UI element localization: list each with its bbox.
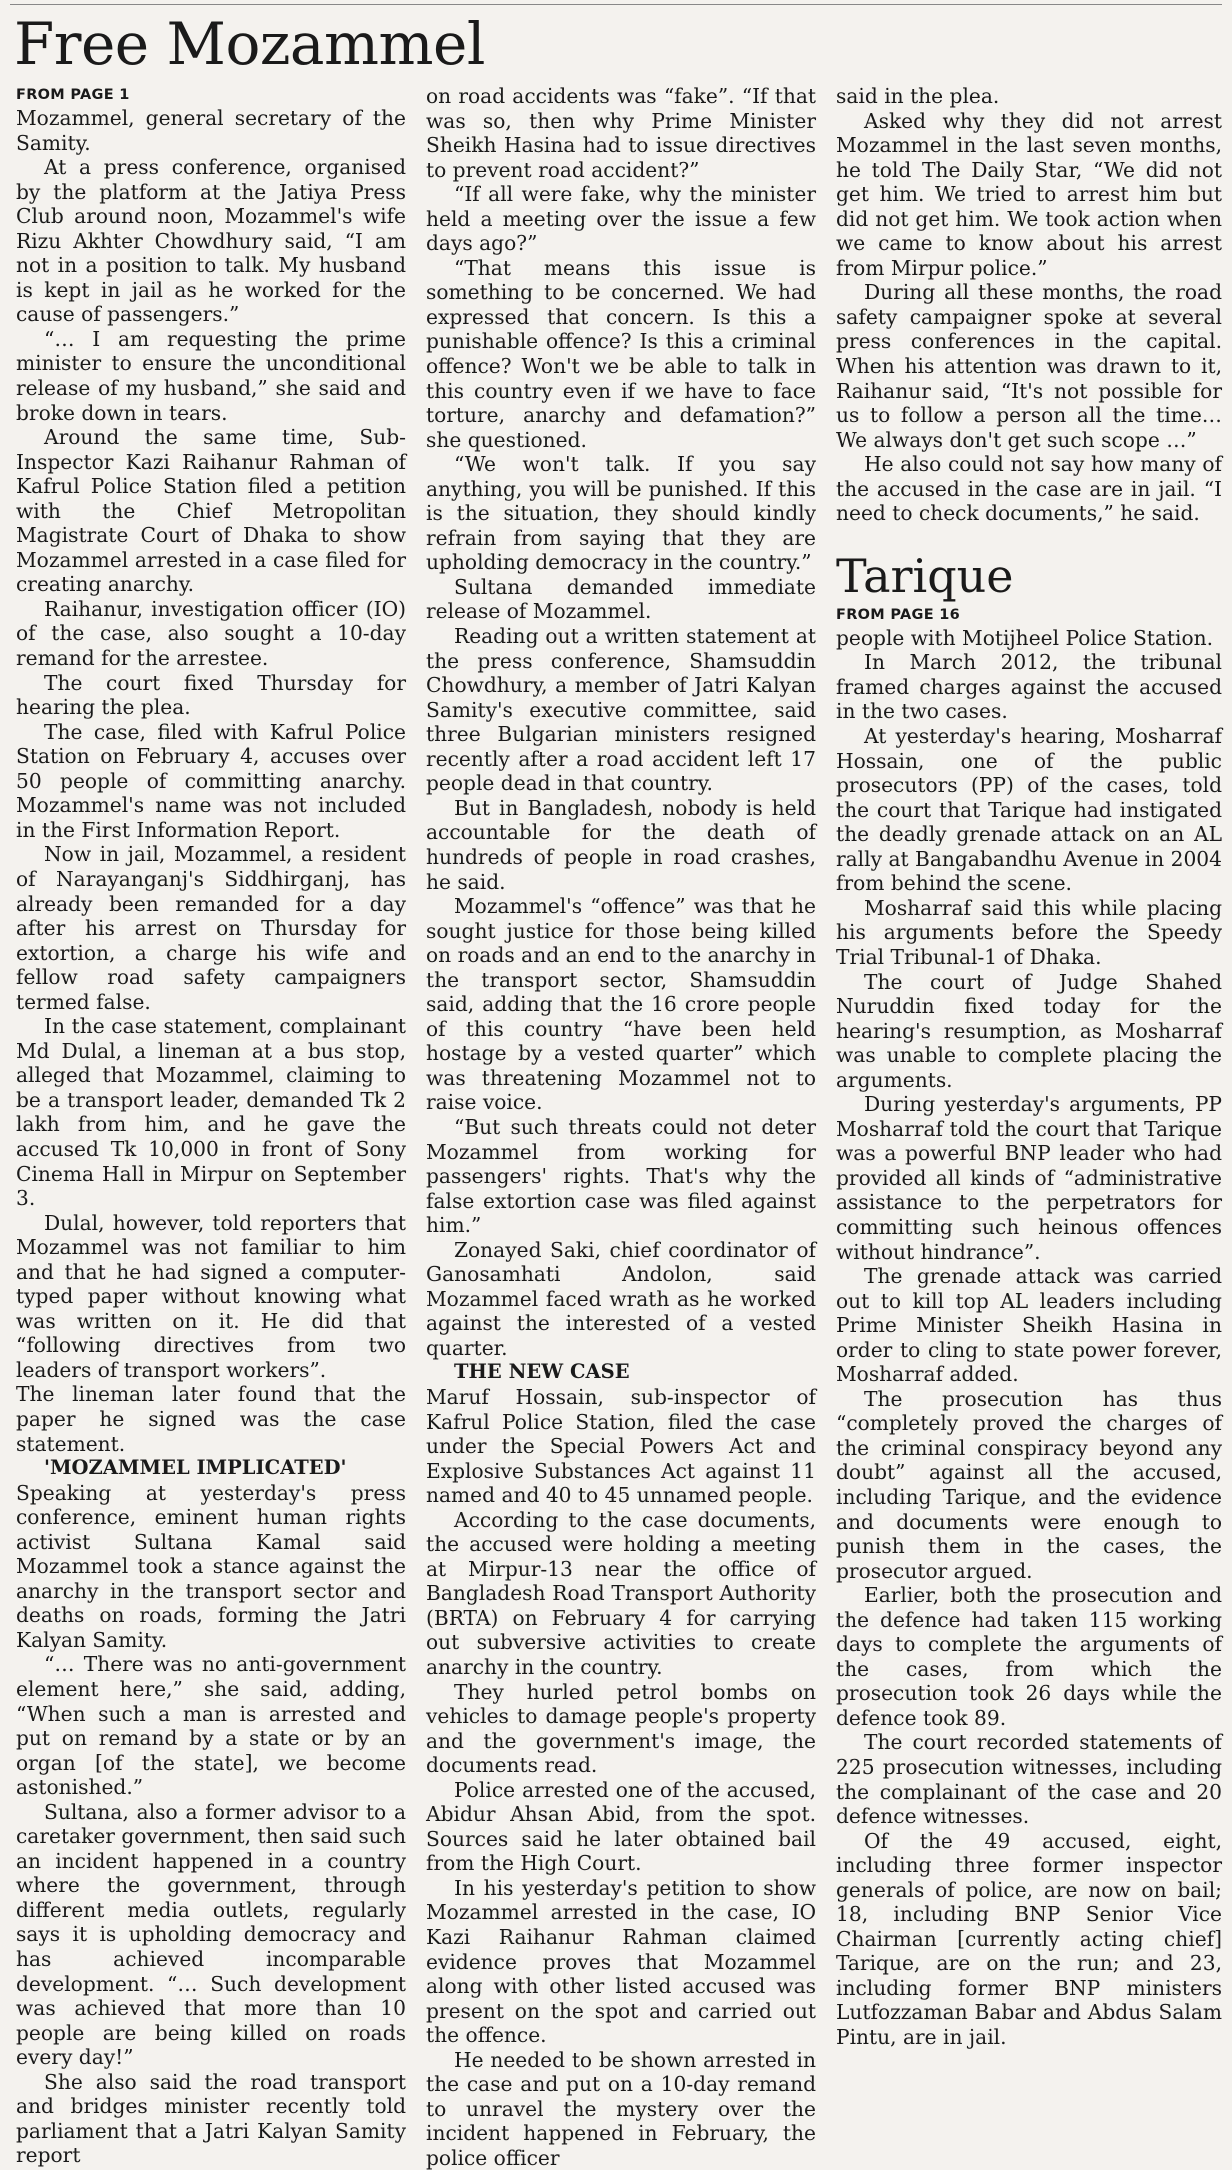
second-story — [836, 548, 1222, 2050]
jump-line: FROM PAGE 1 — [16, 87, 130, 103]
paragraph: Raihanur, investigation officer (IO) of the case, also sought a 10-day remand for the arrestee. — [16, 596, 406, 671]
story-headline: Free Mozammel — [14, 10, 485, 78]
paragraph: “That means this issue is something to be concerned. We had expressed that concern. Is this a punishable offence? Is this a criminal offence? Won't we be able to talk in this country even if we have to face torture, anarchy and defamation?” she questioned. — [426, 255, 816, 452]
paragraph: The grenade attack was carried out to kill top AL leaders including Prime Minister Sheikh Hasina in order to cling to state power forever, Mosharraf added. — [836, 1264, 1222, 1387]
second-story-body — [836, 626, 1222, 2050]
paragraph: The court recorded statements of 225 prosecution witnesses, including the complainant of the case and 20 defence witnesses. — [836, 1730, 1222, 1829]
paragraph: Dulal, however, told reporters that Mozammel was not familiar to him and that he had signed a computer-typed paper without knowing what was written on it. He did that “following directives from two leaders of transport workers”. — [16, 1210, 406, 1382]
paragraph: He also could not say how many of the accused in the case are in jail. “I need to check documents,” he said. — [836, 452, 1222, 526]
paragraph: The case, filed with Kafrul Police Station on February 4, accuses over 50 people of committing anarchy. Mozammel's name was not included in the First Information Report. — [16, 719, 406, 842]
paragraph: Mozammel's “offence” was that he sought justice for those being killed on roads and an end to the anarchy in the transport sector, Shamsuddin said, adding that the 16 crore people of this country “have been held hostage by a vested quarter” which was threatening Mozammel not to raise voice. — [426, 894, 816, 1115]
paragraph: people with Motijheel Police Station. — [836, 625, 1214, 650]
paragraph: Sultana demanded immediate release of Mozammel. — [426, 574, 816, 624]
paragraph: Speaking at yesterday's press conference, eminent human rights activist Sultana Kamal said Mozammel took a stance against the anarchy in the transport sector and deaths on roads, forming the Jatri Kalyan Samity. — [16, 1480, 406, 1652]
paragraph: Police arrested one of the accused, Abidur Ahsan Abid, from the spot. Sources said he later obtained bail from the High Court. — [426, 1777, 816, 1876]
paragraph: Asked why they did not arrest Mozammel in the last seven months, he told The Daily Star, “We did not get him. We tried to arrest him but did not get him. We took action when we came to know about his arrest from Mirpur police.” — [836, 108, 1222, 280]
paragraph: Now in jail, Mozammel, a resident of Narayanganj's Siddhirganj, has already been remanded for a day after his arrest on Thursday for extortion, a charge his wife and fellow road safety campaigners termed false. — [16, 842, 406, 1014]
paragraph: The court of Judge Shahed Nuruddin fixed today for the hearing's resumption, as Mosharraf was unable to complete placing the arguments. — [836, 969, 1222, 1092]
paragraph: The lineman later found that the paper he signed was the case statement. — [16, 1382, 406, 1456]
paragraph: They hurled petrol bombs on vehicles to damage people's property and the government's image, the documents read. — [426, 1679, 816, 1778]
paragraph: The prosecution has thus “completely proved the charges of the criminal conspiracy beyond any doubt” against all the accused, including Tarique, and the evidence and documents were enough to punish them in the cases, the prosecutor argued. — [836, 1386, 1222, 1583]
paragraph: He needed to be shown arrested in the case and put on a 10-day remand to unravel the mystery over the incident happened in February, the police officer — [426, 2047, 816, 2170]
paragraph: Of the 49 accused, eight, including three former inspector generals of police, are now on bail; 18, including BNP Senior Vice Chairman [currently acting chief] Tarique, are on the run; and 23, including former BNP ministers Lutfozzaman Babar and Abdus Salam Pintu, are in jail. — [836, 1828, 1222, 2050]
paragraph: In March 2012, the tribunal framed charges against the accused in the two cases. — [836, 650, 1222, 724]
column-2-body — [426, 84, 816, 2170]
paragraph: In the case statement, complainant Md Dulal, a lineman at a bus stop, alleged that Mozammel, claiming to be a transport leader, demanded Tk 2 lakh from him, and he gave the accused Tk 10,000 in front of Sony Cinema Hall in Mirpur on September 3. — [16, 1014, 406, 1211]
column-2 — [426, 84, 816, 2170]
paragraph: said in the plea. — [836, 84, 1000, 108]
second-story-headline: Tarique — [836, 548, 1014, 603]
paragraph: According to the case documents, the accused were holding a meeting at Mirpur-13 near the office of Bangladesh Road Transport Authority (BRTA) on February 4 for carrying out subversive activities to create anarchy in the country. — [426, 1507, 816, 1679]
paragraph: Around the same time, Sub-Inspector Kazi Raihanur Rahman of Kafrul Police Station filed a petition with the Chief Metropolitan Magistrate Court of Dhaka to show Mozammel arrested in a case filed for creating anarchy. — [16, 425, 406, 597]
column-1 — [16, 84, 406, 2168]
paragraph: She also said the road transport and bridges minister recently told parliament that a Jatri Kalyan Samity report — [16, 2069, 406, 2168]
paragraph: During all these months, the road safety campaigner spoke at several press conferences in the capital. When his attention was drawn to it, Raihanur said, “It's not possible for us to follow a person all the time… We always don't get such scope …” — [836, 280, 1222, 452]
paragraph: “We won't talk. If you say anything, you will be punished. If this is the situation, they should kindly refrain from saying that they are upholding democracy in the country.” — [426, 452, 816, 575]
paragraph: But in Bangladesh, nobody is held accountable for the death of hundreds of people in road crashes, he said. — [426, 795, 816, 894]
paragraph: “… I am requesting the prime minister to ensure the unconditional release of my husband,” she said and broke down in tears. — [16, 326, 406, 425]
paragraph: Mosharraf said this while placing his arguments before the Speedy Trial Tribunal-1 of Dhaka. — [836, 895, 1222, 969]
paragraph: The court fixed Thursday for hearing the plea. — [16, 670, 406, 720]
paragraph: Sultana, also a former advisor to a caretaker government, then said such an incident happened in a country where the government, through different media outlets, regularly says it is upholding democracy and has achieved incomparable development. “… Such development was achieved that more than 10 people are being killed on roads every day!” — [16, 1799, 406, 2070]
column-3-body — [836, 84, 1222, 526]
paragraph: Earlier, both the prosecution and the defence had taken 115 working days to complete the arguments of the cases, from which the prosecution took 26 days while the defence took 89. — [836, 1583, 1222, 1730]
column-1-body — [16, 106, 406, 2168]
paragraph: Mozammel, general secretary of the Samity. — [16, 106, 406, 155]
paragraph: Maruf Hossain, sub-inspector of Kafrul Police Station, filed the case under the Special Powers Act and Explosive Substances Act against 11 named and 40 to 45 unnamed people. — [426, 1384, 816, 1508]
second-story-jump-line: FROM PAGE 16 — [836, 606, 961, 623]
paragraph: on road accidents was “fake”. “If that was so, then why Prime Minister Sheikh Hasina had to issue directives to prevent road accident?” — [426, 84, 816, 182]
paragraph: In his yesterday's petition to show Mozammel arrested in the case, IO Kazi Raihanur Rahman claimed evidence proves that Mozammel along with other listed accused was present on the spot and carried out the offence. — [426, 1875, 816, 2048]
column-3 — [836, 84, 1222, 2050]
subhead: THE NEW CASE — [454, 1360, 630, 1384]
paragraph: “If all were fake, why the minister held a meeting over the issue a few days ago?” — [426, 182, 816, 256]
subhead: 'MOZAMMEL IMPLICATED' — [44, 1456, 347, 1480]
paragraph: During yesterday's arguments, PP Mosharraf told the court that Tarique was a powerful BNP leader who had provided all kinds of “administrative assistance to the perpetrators for committing such heinous offences without hindrance”. — [836, 1092, 1222, 1264]
paragraph: Reading out a written statement at the press conference, Shamsuddin Chowdhury, a member of Jatri Kalyan Samity's executive committee, said three Bulgarian ministers resigned recently after a road accident left 17 people dead in that country. — [426, 624, 816, 796]
paragraph: At a press conference, organised by the platform at the Jatiya Press Club around noon, Mozammel's wife Rizu Akhter Chowdhury said, “I am not in a position to talk. My husband is kept in jail as he worked for the cause of passengers.” — [16, 155, 406, 327]
paragraph: At yesterday's hearing, Mosharraf Hossain, one of the public prosecutors (PP) of the cases, told the court that Tarique had instigated the deadly grenade attack on an AL rally at Bangabandhu Avenue in 2004 from behind the scene. — [836, 724, 1222, 896]
paragraph: “… There was no anti-government element here,” she said, adding, “When such a man is arrested and put on remand by a state or by an organ [of the state], we become astonished.” — [16, 1652, 406, 1800]
paragraph: Zonayed Saki, chief coordinator of Ganosamhati Andolon, said Mozammel faced wrath as he worked against the interested of a vested quarter. — [426, 1237, 816, 1360]
paragraph: “But such threats could not deter Mozammel from working for passengers' rights. That's why the false extortion case was filed against him.” — [426, 1114, 816, 1238]
